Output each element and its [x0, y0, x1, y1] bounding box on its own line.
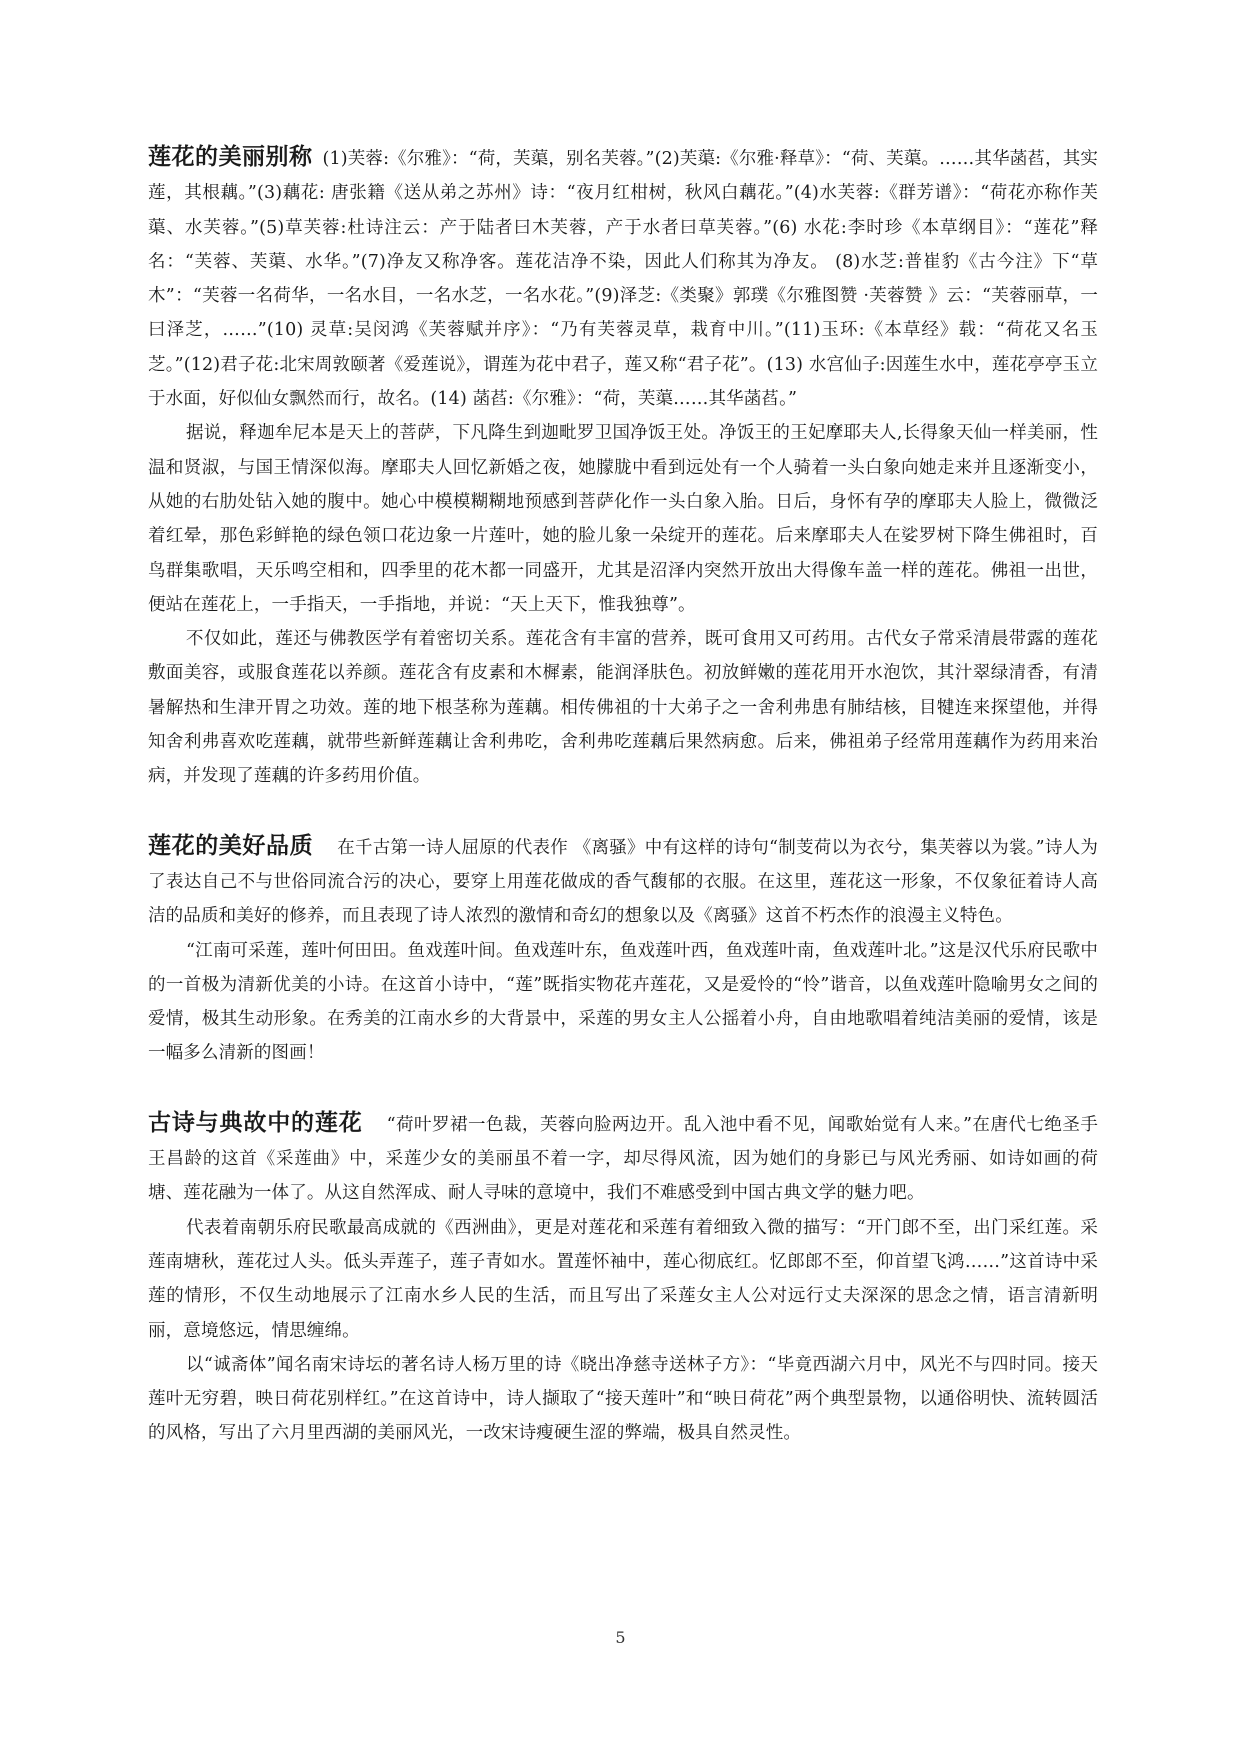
section-gap — [148, 1071, 1098, 1106]
section-heading: 古诗与典故中的莲花 — [148, 1109, 363, 1136]
document-page — [148, 140, 1098, 1451]
section-intro-paragraph — [148, 829, 1098, 934]
section-gap — [148, 794, 1098, 829]
paragraph-text: “荷叶罗裙一色裁，芙蓉向脸两边开。乱入池中看不见，闻歌始觉有人来。”在唐代七绝圣手王昌龄的这首《采莲曲》中，采莲少女的美丽虽不着一字，却尽得风流，因为她们的身影已与风光秀丽、如诗如画的荷塘、莲花融为一体了。从这自然浑成、耐人寻味的意境中，我们不难感受到中国古典文学的魅力吧。 — [148, 1114, 1099, 1204]
paragraph: 据说，释迦牟尼本是天上的菩萨，下凡降生到迦毗罗卫国净饭王处。净饭王的王妃摩耶夫人,长得象天仙一样美丽，性温和贤淑，与国王情深似海。摩耶夫人回忆新婚之夜，她朦胧中看到远处有一个人骑着一头白象向她走来并且逐渐变小，从她的右肋处钻入她的腹中。她心中模模糊糊地预感到菩萨化作一头白象入胎。日后，身怀有孕的摩耶夫人脸上，微微泛着红晕，那色彩鲜艳的绿色领口花边象一片莲叶，她的脸儿象一朵绽开的莲花。后来摩耶夫人在娑罗树下降生佛祖时，百鸟群集歌唱，天乐鸣空相和，四季里的花木都一同盛开，尤其是沼泽内突然开放出大得像车盖一样的莲花。佛祖一出世，便站在莲花上，一手指天，一手指地，并说：“天上天下，惟我独尊”。 — [148, 423, 1098, 615]
paragraph: 以“诚斋体”闻名南宋诗坛的著名诗人杨万里的诗《晓出净慈寺送林子方》：“毕竟西湖六月中，风光不与四时同。接天莲叶无穷碧，映日荷花别样红。”在这首诗中，诗人撷取了“接天莲叶”和“映日荷花”两个典型景物，以通俗明快、流转圆活的风格，写出了六月里西湖的美丽风光，一改宋诗瘦硬生涩的弊端，极具自然灵性。 — [148, 1354, 1098, 1444]
section-lotus-poems — [148, 1106, 1098, 1451]
section-heading: 莲花的美丽别称 — [148, 144, 313, 170]
paragraph: “江南可采莲，莲叶何田田。鱼戏莲叶间。鱼戏莲叶东，鱼戏莲叶西，鱼戏莲叶南，鱼戏莲叶北。”这是汉代乐府民歌中的一首极为清新优美的小诗。在这首小诗中，“莲”既指实物花卉莲花，又是爱怜的“怜”谐音，以鱼戏莲叶隐喻男女之间的爱情，极其生动形象。在秀美的江南水乡的大背景中，采莲的男女主人公摇着小舟，自由地歌唱着纯洁美丽的爱情，该是一幅多么清新的图画！ — [148, 940, 1098, 1064]
paragraph: 代表着南朝乐府民歌最高成就的《西洲曲》，更是对莲花和采莲有着细致入微的描写：“开门郎不至，出门采红莲。采莲南塘秋，莲花过人头。低头弄莲子，莲子青如水。置莲怀袖中，莲心彻底红。忆郎郎不至，仰首望飞鸿……”这首诗中采莲的情形，不仅生动地展示了江南水乡人民的生活，而且写出了采莲女主人公对远行丈夫深深的思念之情，语言清新明丽，意境悠远，情思缠绵。 — [148, 1217, 1098, 1341]
paragraph-text: 在千古第一诗人屈原的代表作 《离骚》中有这样的诗句“制芰荷以为衣兮，集芙蓉以为裳。”诗人为了表达自己不与世俗同流合污的决心，要穿上用莲花做成的香气馥郁的衣服。在这里，莲花这一形象，不仅象征着诗人高洁的品质和美好的修养，而且表现了诗人浓烈的激情和奇幻的想象以及《离骚》这首不朽杰作的浪漫主义特色。 — [148, 837, 1099, 927]
section-intro-paragraph — [148, 140, 1098, 416]
page-number: 5 — [615, 1628, 626, 1647]
paragraph-text: (1)芙蓉:《尔雅》：“荷，芙蕖，别名芙蓉。”(2)芙蕖:《尔雅·释草》：“荷、芙蕖。……其华菡萏，其实莲，其根藕。”(3)藕花: 唐张籍《送从弟之苏州》诗：“夜月红柑树，秋风白藕花。”(4)水芙蓉:《群芳谱》：“荷花亦称作芙蕖、水芙蓉。”(5)草芙蓉:杜诗注云：产于陆者曰木芙蓉，产于水者曰草芙蓉。”(6) 水花:李时珍《本草纲目》：“莲花”释名：“芙蓉、芙蕖、水华。”(7)净友又称净客。莲花洁净不染，因此人们称其为净友。 (8)水芝:普崔豹《古今注》下“草木”：“芙蓉一名荷华，一名水目，一名水芝，一名水花。”(9)泽芝:《类聚》郭璞《尔雅图赞 ·芙蓉赞 》云：“芙蓉丽草，一曰泽芝，……”(10) 灵草:吴闵鸿《芙蓉赋并序》：“乃有芙蓉灵草，栽育中川。”(11)玉环:《本草经》载：“荷花又名玉芝。”(12)君子花:北宋周敦颐著《爱莲说》，谓莲为花中君子，莲又称“君子花”。(13) 水宫仙子:因莲生水中，莲花亭亭玉立于水面，好似仙女飘然而行，故名。(14) 菡萏:《尔雅》：“荷，芙蕖……其华菡萏。” — [148, 149, 1098, 410]
section-intro-paragraph — [148, 1106, 1098, 1211]
section-heading: 莲花的美好品质 — [148, 832, 314, 859]
section-lotus-qualities — [148, 829, 1098, 1071]
paragraph: 不仅如此，莲还与佛教医学有着密切关系。莲花含有丰富的营养，既可食用又可药用。古代女子常采清晨带露的莲花敷面美容，或服食莲花以养颜。莲花含有皮素和木樨素，能润泽肤色。初放鲜嫩的莲花用开水泡饮，其汁翠绿清香，有清暑解热和生津开胃之功效。莲的地下根茎称为莲藕。相传佛祖的十大弟子之一舍利弗患有肺结核，目犍连来探望他，并得知舍利弗喜欢吃莲藕，就带些新鲜莲藕让舍利弗吃，舍利弗吃莲藕后果然病愈。后来，佛祖弟子经常用莲藕作为药用来治病，并发现了莲藕的许多药用价值。 — [148, 629, 1098, 787]
section-lotus-names — [148, 140, 1098, 794]
